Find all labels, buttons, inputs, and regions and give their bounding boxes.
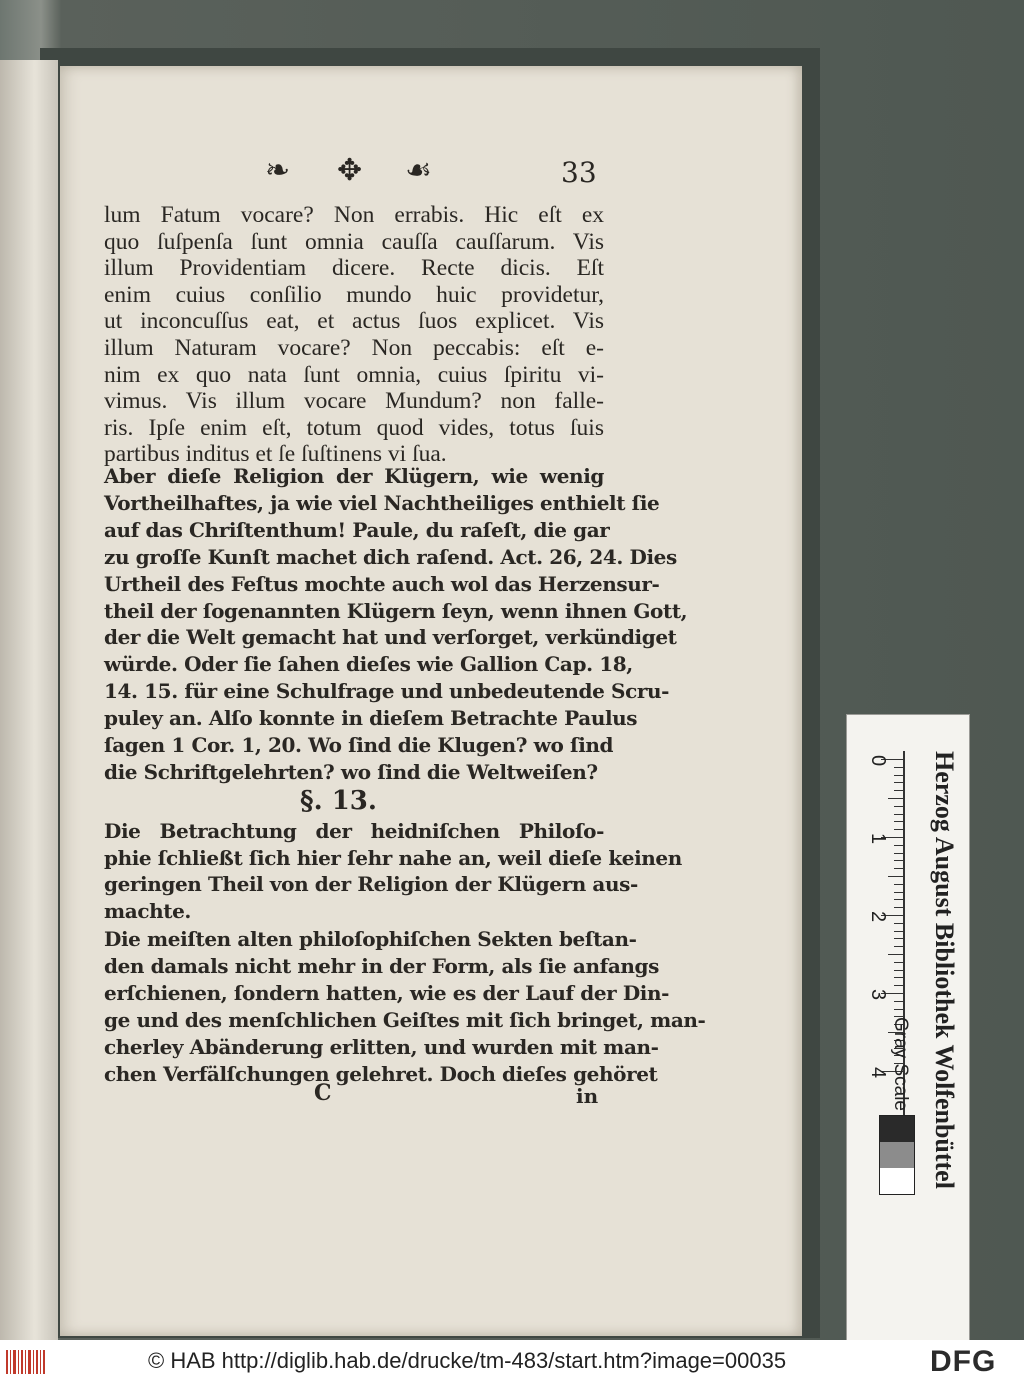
- ruler-tick: [894, 829, 903, 830]
- gray-scale-label: Gray Scale: [890, 1017, 911, 1111]
- ornament-center-icon: ✥: [337, 153, 363, 188]
- text-line: geringen Theil von der Religion der Klügern aus-: [104, 872, 638, 896]
- text-line: würde. Oder ſie ſahen dieſes wie Gallion Cap. 18,: [104, 652, 633, 677]
- ruler-tick: [894, 899, 903, 900]
- text-line: der die Welt gemacht hat und verſorget, verkündiget: [104, 625, 677, 650]
- ruler-label-2: 2: [867, 911, 889, 923]
- ruler-tick: [894, 962, 903, 963]
- text-line: Die Betrachtung der heidniſchen Philoſo-: [104, 819, 604, 843]
- gray-patch-light: [880, 1168, 914, 1194]
- ruler-tick: [894, 775, 903, 776]
- text-line: 14. 15. für eine Schulfrage und unbedeutende Scru-: [104, 679, 670, 704]
- ruler-tick: [888, 798, 903, 799]
- text-line: enim cuius conſilio mundo huic providetur,: [104, 281, 604, 308]
- german-paragraph-3: [104, 926, 706, 1088]
- text-line: Die meiſten alten philoſophiſchen Sekten beſtan-: [104, 927, 637, 951]
- dfg-logo: DFG: [930, 1345, 997, 1378]
- ruler-tick: [894, 1009, 903, 1010]
- text-line: chen Verfälſchungen gelehret. Doch dieſes gehöret: [104, 1062, 658, 1086]
- text-line: phie ſchließt ſich hier ſehr nahe an, weil dieſe keinen: [104, 845, 682, 870]
- text-line: machte.: [104, 898, 191, 923]
- ruler-label-0: 0: [867, 755, 889, 767]
- text-line: Urtheil des Feſtus mochte auch wol das Herzensur-: [104, 571, 660, 596]
- text-line: ge und des menſchlichen Geiſtes mit ſich bringet, man-: [104, 1008, 706, 1032]
- ruler-tick: [894, 892, 903, 893]
- text-line: cherley Abänderung erlitten, und wurden mit man-: [104, 1035, 659, 1059]
- catchword: in: [576, 1084, 599, 1108]
- page-header: [265, 150, 605, 198]
- ruler-tick: [888, 954, 903, 955]
- text-line: lum Fatum vocare? Non errabis. Hic eſt ex: [104, 202, 604, 228]
- text-line: den damals nicht mehr in der Form, als ſie anfangs: [104, 954, 659, 978]
- ruler-tick: [888, 876, 903, 877]
- text-line: vimus. Vis illum vocare Mundum? non falle-: [104, 388, 604, 415]
- text-line: puley an. Alſo konnte in dieſem Betrachte Paulus: [104, 706, 638, 731]
- ruler-tick: [894, 1001, 903, 1002]
- footer-bar: [0, 1340, 1024, 1382]
- text-line: illum Providentiam dicere. Recte dicis. Eſt: [104, 255, 604, 282]
- ruler-tick: [894, 884, 903, 885]
- library-name: Herzog August Bibliothek Wolfenbüttel: [930, 751, 959, 1189]
- text-line: die Schriftgelehrten? wo ſind die Weltweiſen?: [104, 759, 598, 784]
- color-scale-card: [846, 714, 970, 1344]
- text-line: theil der ſogenannten Klügern ſeyn, wenn ihnen Gott,: [104, 598, 688, 623]
- ruler-tick: [894, 985, 903, 986]
- ruler-label-4: 4: [867, 1067, 889, 1079]
- text-line: Vortheilhaftes, ja wie viel Nachtheiliges enthielt ſie: [104, 490, 660, 515]
- page-number: 33: [561, 156, 597, 189]
- ruler-tick: [894, 860, 903, 861]
- text-line: illum Naturam vocare? Non peccabis: eſt e-: [104, 334, 604, 361]
- ruler-tick: [894, 907, 903, 908]
- ruler-label-1: 1: [867, 833, 889, 845]
- text-line: ſagen 1 Cor. 1, 20. Wo ſind die Klugen? wo ſind: [104, 733, 614, 758]
- text-line: zu groſſe Kunſt machet dich raſend. Act. 26, 24. Dies: [104, 544, 677, 569]
- gray-patches: [879, 1115, 915, 1195]
- ruler-tick: [894, 782, 903, 783]
- ruler-tick: [894, 806, 903, 807]
- ornament-left-icon: ❧: [265, 153, 291, 188]
- ruler-tick: [894, 845, 903, 846]
- citation-link[interactable]: © HAB http://diglib.hab.de/drucke/tm-483/start.htm?image=00035: [148, 1348, 787, 1373]
- ornament-right-icon: ☙: [405, 153, 432, 188]
- gray-patch-dark: [880, 1116, 914, 1142]
- ruler-tick: [894, 923, 903, 924]
- section-heading: §. 13.: [300, 786, 377, 816]
- left-page-edge: [0, 60, 58, 1340]
- barcode-icon: [6, 1350, 46, 1374]
- ruler-tick: [894, 970, 903, 971]
- latin-paragraph: [104, 202, 604, 468]
- text-line: nim ex quo nata ſunt omnia, cuius ſpiritu vi-: [104, 361, 604, 388]
- text-line: auf das Chriſtenthum! Paule, du raſeſt, die gar: [104, 517, 610, 542]
- text-line: quo ſuſpenſa ſunt omnia cauſſa cauſſarum. Vis: [104, 228, 604, 255]
- text-line: Aber dieſe Religion der Klügern, wie wenig: [104, 464, 604, 488]
- ruler-tick: [894, 853, 903, 854]
- text-line: ut inconcuſſus eat, et actus ſuos explicet. Vis: [104, 308, 604, 335]
- ruler-tick: [894, 868, 903, 869]
- ruler-tick: [894, 814, 903, 815]
- signature-mark: C: [314, 1080, 332, 1106]
- ruler-tick: [894, 790, 903, 791]
- ruler-tick: [894, 767, 903, 768]
- ruler-tick: [894, 938, 903, 939]
- ruler-tick: [894, 946, 903, 947]
- gray-patch-mid: [880, 1142, 914, 1168]
- text-line: erſchienen, ſondern hatten, wie es der Lauf der Din-: [104, 981, 670, 1005]
- ruler-tick: [894, 977, 903, 978]
- ruler-label-3: 3: [867, 989, 889, 1001]
- german-paragraph-2: [104, 818, 682, 924]
- text-line: partibus inditus et ſe ſuſtinens vi ſua.: [104, 441, 447, 468]
- ruler-tick: [894, 821, 903, 822]
- ruler-tick: [894, 931, 903, 932]
- german-paragraph-1: [104, 463, 688, 786]
- text-line: ris. Ipſe enim eſt, totum quod vides, totus ſuis: [104, 414, 604, 441]
